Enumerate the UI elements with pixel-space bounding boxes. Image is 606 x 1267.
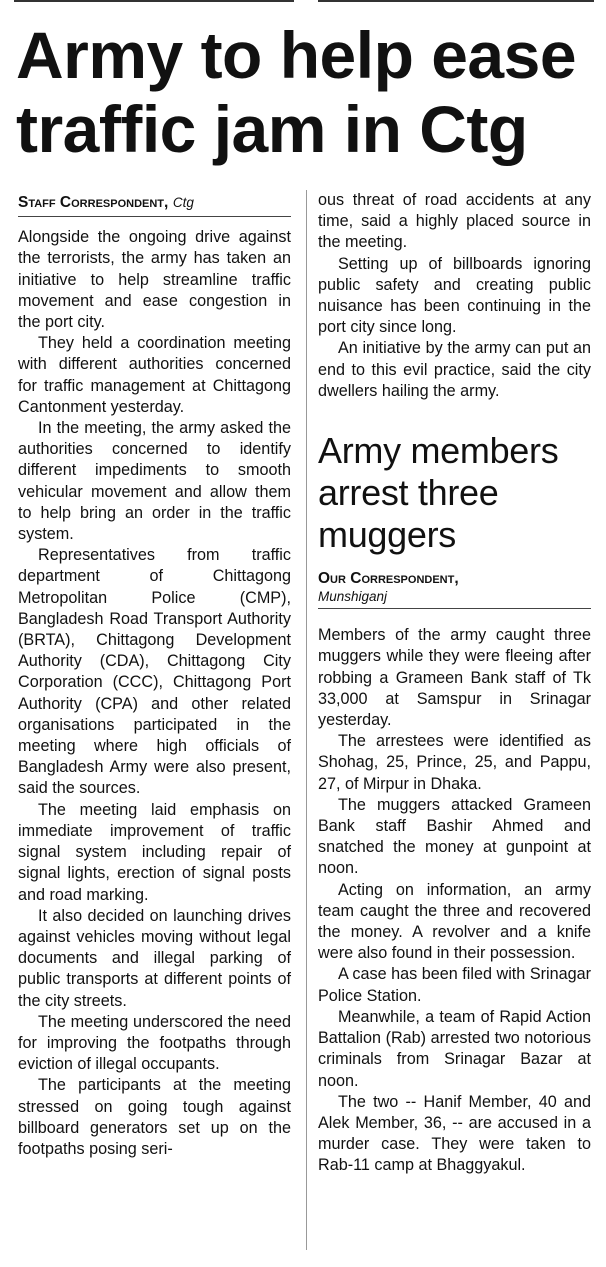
article1-paragraph: In the meeting, the army asked the authorities concerned to identify different impediments to smooth vehicular movement and allow them to help bring an order in the traffic system. [18, 419, 291, 544]
article1-byline-location: Ctg [172, 195, 194, 210]
article1-paragraph: The participants at the meeting stressed on going tough against billboard generators set up on the footpaths posing seri- [18, 1076, 291, 1158]
right-column [318, 190, 591, 1177]
article1-paragraph: The meeting underscored the need for improving the footpaths through eviction of illegal occupants. [18, 1012, 291, 1074]
article1-left-column [18, 190, 291, 1160]
top-rule-left [14, 0, 294, 2]
article1-byline-name: Staff Correspondent, [18, 194, 169, 211]
top-rule-right [318, 0, 594, 2]
article2-byline-location: Munshiganj [318, 589, 388, 605]
article1-byline [18, 192, 291, 217]
article1-paragraph: It also decided on launching drives against vehicles moving without legal documents and illegal parking of public transports at different points of the city streets. [18, 906, 291, 1010]
article1-paragraph: An initiative by the army can put an end to this evil practice, said the city dwellers hailing the army. [318, 339, 591, 400]
article1-paragraph: Representatives from traffic department of Chittagong Metropolitan Police (CMP), Bangladesh Road Transport Authority (BRTA), Chittagong Development Authority (CDA), Chittagong City Corporation (CCC), Chittagong Port Authority (CPA) and other related organisations participated in the meeting where high officials of Bangladesh Army were also present, said the sources. [18, 546, 291, 798]
article2-paragraph: Meanwhile, a team of Rapid Action Battalion (Rab) arrested two notorious criminals from Srinagar Bazar at noon. [318, 1007, 591, 1090]
article1-paragraph: Setting up of billboards ignoring public safety and creating public nuisance has been continuing in the port city since long. [318, 254, 591, 337]
article1-paragraph: The meeting laid emphasis on immediate improvement of traffic signal system including repair of signal lights, erection of signal posts and road marking. [18, 800, 291, 904]
article2-byline [318, 568, 591, 609]
article1-paragraph: Alongside the ongoing drive against the terrorists, the army has taken an initiative to help streamline traffic movement and ease congestion in the port city. [18, 228, 291, 332]
article1-paragraph-continued: ous threat of road accidents at any time, said a highly placed source in the meeting. [318, 191, 591, 252]
article2-paragraph: Members of the army caught three muggers while they were fleeing after robbing a Grameen Bank staff of Tk 33,000 at Samspur in Srinagar yesterday. [318, 626, 591, 730]
article2-byline-name: Our Correspondent, [318, 570, 459, 588]
column-divider [306, 190, 307, 1250]
article1-paragraph: They held a coordination meeting with different authorities concerned for traffic management at Chittagong Cantonment yesterday. [18, 334, 291, 416]
main-headline: Army to help ease traffic jam in Ctg [16, 18, 577, 166]
article2-paragraph: The two -- Hanif Member, 40 and Alek Member, 36, -- are accused in a murder case. They were taken to Rab-11 camp at Bhaggyakul. [318, 1092, 591, 1175]
article2-paragraph: The muggers attacked Grameen Bank staff Bashir Ahmed and snatched the money at gunpoint at noon. [318, 795, 591, 878]
article2-headline: Army members arrest three muggers [318, 430, 559, 556]
article2-paragraph: A case has been filed with Srinagar Police Station. [318, 965, 591, 1005]
article2-paragraph: Acting on information, an army team caught the three and recovered the money. A revolver and a knife were also found in their possession. [318, 880, 591, 963]
article2-paragraph: The arrestees were identified as Shohag, 25, Prince, 25, and Pappu, 27, of Mirpur in Dhaka. [318, 732, 591, 793]
